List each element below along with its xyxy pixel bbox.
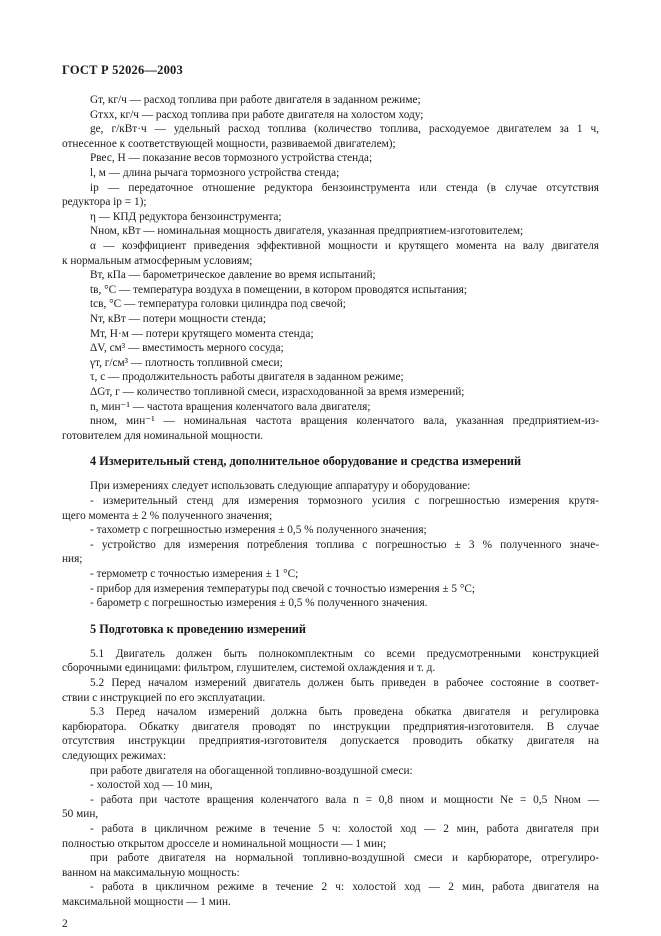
section-4-heading: 4 Измерительный стенд, дополнительное оборудование и средства измерений (90, 454, 522, 469)
section-5-line: ванном на максимальную мощность: (62, 866, 240, 879)
definition-line: Bт, кПа — барометрическое давление во время испытаний; (90, 269, 376, 282)
section-5-line: отсутствия инструкции предприятия-изготовителя допускается проводить обкатку двигателя на (62, 735, 599, 748)
definition-line: ΔV, см³ — вместимость мерного сосуда; (90, 342, 284, 355)
section-5-line: сборочными единицами: фильтром, глушителем, системой охлаждения и т. д. (62, 662, 436, 675)
section-5-line: - работа в цикличном режиме в течение 2 ч: холостой ход — 2 мин, работа двигателя на (90, 881, 599, 894)
definition-line: готовителем для номинальной мощности. (62, 429, 264, 442)
section-5-line: - работа в цикличном режиме в течение 5 ч: холостой ход — 2 мин, работа двигателя при (90, 823, 599, 835)
definition-line: Nт, кВт — потери мощности стенда; (90, 313, 267, 325)
section-5-line: максимальной мощности — 1 мин. (62, 896, 231, 908)
section-4-line: - измерительный стенд для измерения тормозного усилия с погрешностью измерения крутя- (90, 495, 599, 507)
section-5-line: 50 мин, (62, 808, 99, 821)
definition-line: τ, с — продолжительность работы двигателя в заданном режиме; (90, 371, 404, 384)
section-5-line: - холостой ход — 10 мин, (90, 779, 213, 792)
definition-line: α — коэффициент приведения эффективной мощности и крутящего момента на валу двигателя (90, 240, 599, 252)
section-5-line: при работе двигателя на нормальной топливно-воздушной смеси и карбюраторе, отрегулиро- (90, 852, 599, 865)
definition-line: редуктора iр = 1); (62, 196, 147, 209)
definition-line: к нормальным атмосферным условиям; (62, 254, 253, 267)
section-4-line: - устройство для измерения потребления топлива с погрешностью ± 3 % полученного значе- (90, 538, 599, 551)
section-4-line: - термометр с точностью измерения ± 1 °С; (90, 568, 299, 580)
document-header: ГОСТ Р 52026—2003 (62, 63, 183, 77)
definition-line: tв, °С — температура воздуха в помещении, в котором проводятся испытания; (90, 283, 468, 296)
definition-line: tсв, °С — температура головки цилиндра под свечой; (90, 298, 346, 311)
definition-line: η — КПД редуктора бензоинструмента; (90, 210, 282, 223)
section-5-heading: 5 Подготовка к проведению измерений (90, 621, 306, 636)
section-5-line: ствии с инструкцией по его эксплуатации. (62, 691, 266, 704)
definition-line: gе, г/кВт·ч — удельный расход топлива (количество топлива, расходуемое двигателем за 1 ч, (90, 123, 599, 136)
definition-line: Pвес, Н — показание весов тормозного устройства стенда; (90, 152, 373, 165)
section-5-line: следующих режимах: (62, 750, 166, 762)
definition-line: Mт, Н·м — потери крутящего момента стенда; (90, 327, 314, 340)
definition-line: iр — передаточное отношение редуктора бензоинструмента или стенда (в случае отсутствия (90, 181, 599, 194)
page-number: 2 (62, 918, 68, 930)
section-5-line: 5.3 Перед началом измерений должна быть проведена обкатка двигателя и регулировка (90, 706, 599, 719)
section-5-line: карбюратора. Обкатку двигателя проводят по инструкции предприятия-изготовителя. В случае (62, 720, 599, 733)
section-4-line: ния; (62, 553, 83, 566)
definition-line: nном, мин⁻¹ — номинальная частота вращения коленчатого вала, указанная предприятием-из- (90, 415, 599, 428)
definition-line: отнесенное к соответствующей мощности, развиваемой двигателем); (62, 137, 396, 150)
definition-line: Gт, кг/ч — расход топлива при работе двигателя в заданном режиме; (90, 94, 421, 106)
section-4-line: - тахометр с погрешностью измерения ± 0,5 % полученного значения; (90, 524, 427, 537)
section-4-line: При измерениях следует использовать следующие аппаратуру и оборудование: (90, 480, 471, 493)
definition-line: ΔGт, г — количество топливной смеси, израсходованной за время измерений; (90, 386, 465, 398)
definition-line: l, м — длина рычага тормозного устройства стенда; (90, 167, 340, 179)
section-5-line: при работе двигателя на обогащенной топливно-воздушной смеси: (90, 764, 413, 777)
section-4-line: - барометр с погрешностью измерения ± 0,5 % полученного значения. (90, 597, 428, 610)
definition-line: γт, г/см³ — плотность топливной смеси; (90, 356, 283, 369)
section-4-line: - прибор для измерения температуры под свечой с точностью измерения ± 5 °С; (90, 582, 476, 595)
definition-line: Gтхх, кг/ч — расход топлива при работе двигателя на холостом ходу; (90, 108, 424, 121)
definition-line: Nном, кВт — номинальная мощность двигателя, указанная предприятием-изготовителем; (90, 225, 524, 238)
definition-line: n, мин⁻¹ — частота вращения коленчатого вала двигателя; (90, 400, 371, 413)
section-5-line: 5.1 Двигатель должен быть полнокомплектным со всеми предусмотренными конструкцией (90, 647, 599, 660)
section-5-line: полностью открытом дросселе и номинальной мощности — 1 мин; (62, 837, 387, 850)
section-4-line: щего момента ± 2 % полученного значения; (62, 509, 273, 522)
section-5-line: - работа при частоте вращения коленчатого вала n = 0,8 nном и мощности Nе = 0,5 Nном — (90, 793, 599, 806)
section-5-line: 5.2 Перед началом измерений двигатель должен быть приведен в рабочее состояние в соответ- (90, 677, 599, 689)
